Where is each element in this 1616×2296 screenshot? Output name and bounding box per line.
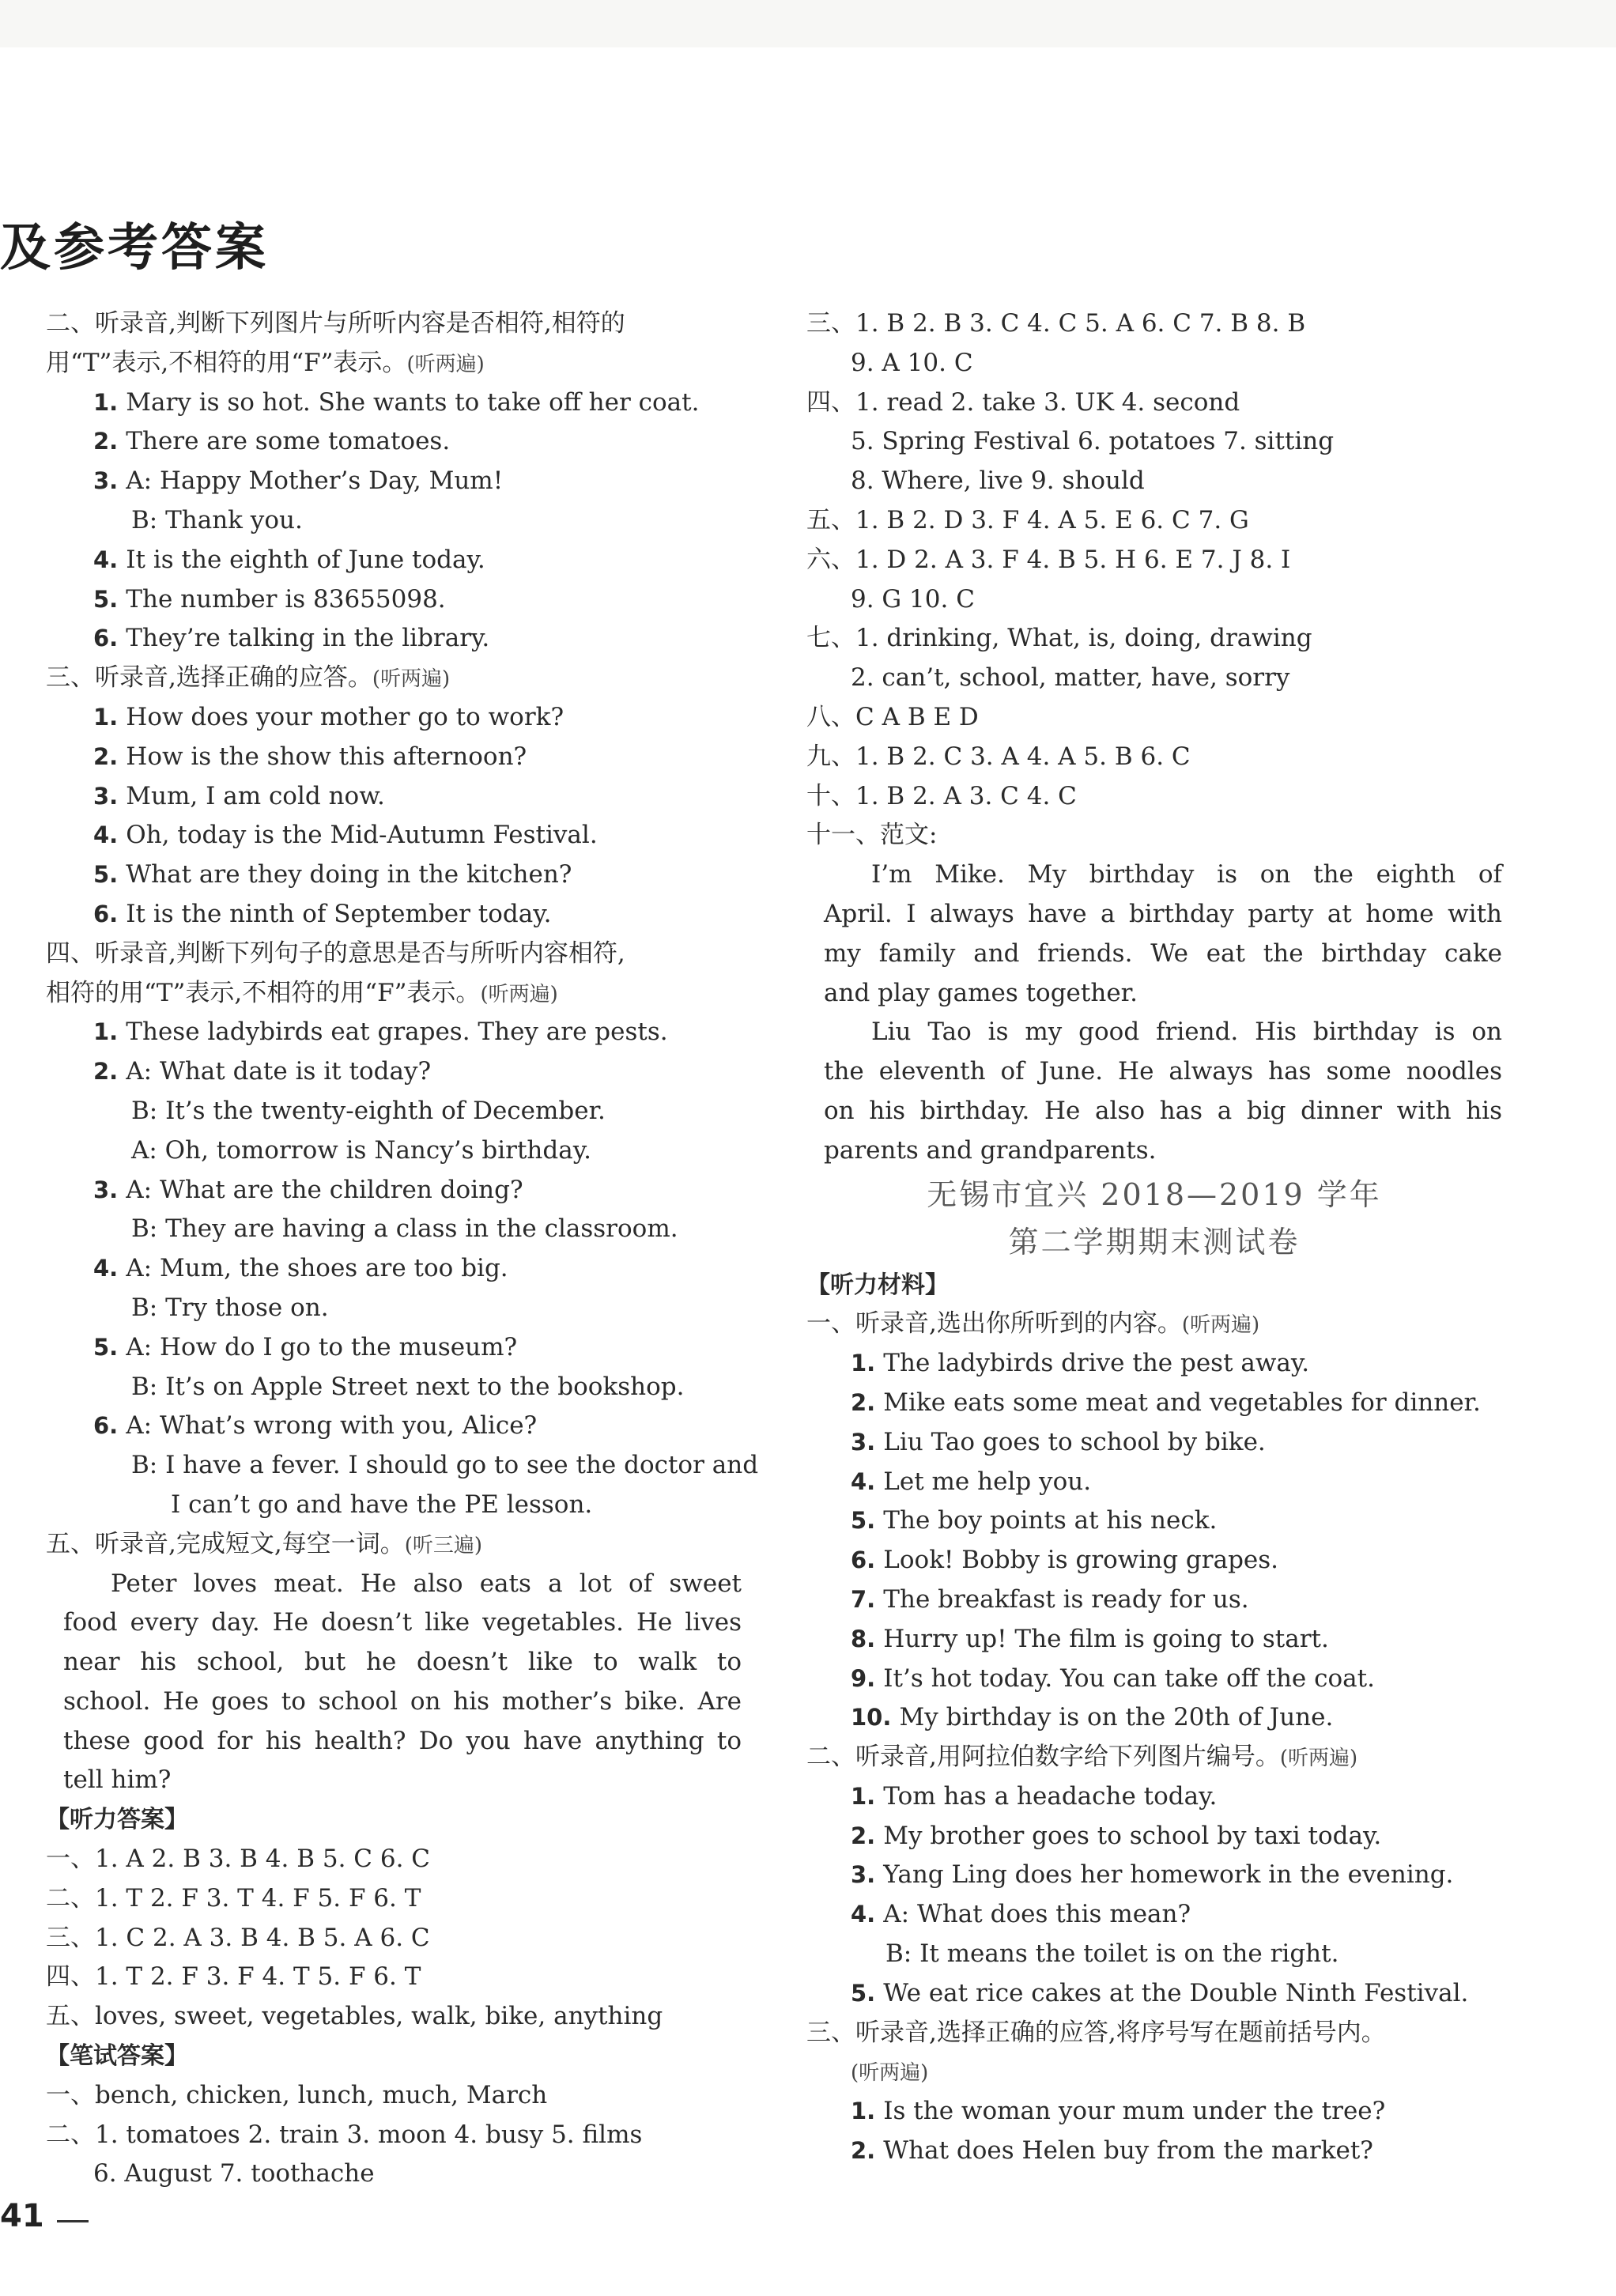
left-line-32 bbox=[46, 1565, 742, 1604]
line-text: B: Try those on. bbox=[131, 1293, 329, 1322]
item-number: 3. bbox=[851, 1428, 884, 1456]
line-text: A: What are the children doing? bbox=[126, 1175, 523, 1204]
left-line-17 bbox=[46, 974, 742, 1014]
right-line-24 bbox=[806, 1266, 1502, 1305]
listen-times-note: (听两遍) bbox=[851, 2061, 929, 2086]
line-text: 【听力材料】 bbox=[806, 1271, 949, 1299]
left-line-25 bbox=[46, 1289, 742, 1328]
listen-times-note: (听两遍) bbox=[406, 352, 485, 376]
right-line-29 bbox=[806, 1463, 1502, 1502]
line-text: tell him? bbox=[63, 1765, 172, 1795]
left-line-10 bbox=[46, 698, 742, 738]
line-text: my family and friends. We eat the birthday cake bbox=[824, 938, 1502, 968]
right-line-25 bbox=[806, 1305, 1502, 1344]
line-text: Is the woman your mum under the tree? bbox=[883, 2097, 1386, 2126]
left-line-36 bbox=[46, 1722, 742, 1762]
line-text: A: Mum, the shoes are too big. bbox=[126, 1254, 508, 1283]
line-text: 四、1. T 2. F 3. F 4. T 5. F 6. T bbox=[46, 1962, 421, 1992]
right-line-44 bbox=[806, 2052, 1502, 2092]
line-text: It’s hot today. You can take off the coat. bbox=[883, 1663, 1375, 1693]
line-text: the eleventh of June. He always has some noodles bbox=[824, 1057, 1502, 1086]
line-text: 一、1. A 2. B 3. B 4. B 5. C 6. C bbox=[46, 1845, 431, 1874]
left-line-24 bbox=[46, 1249, 742, 1289]
right-line-34 bbox=[806, 1660, 1502, 1699]
line-text: 五、听录音,完成短文,每空一词。 bbox=[46, 1529, 405, 1558]
left-line-37 bbox=[46, 1761, 742, 1800]
left-line-27 bbox=[46, 1368, 742, 1407]
line-text: We eat rice cakes at the Double Ninth Festival. bbox=[883, 1978, 1469, 2007]
right-line-22 bbox=[806, 1171, 1502, 1218]
right-line-20 bbox=[806, 1092, 1502, 1131]
line-text: 三、1. C 2. A 3. B 4. B 5. A 6. C bbox=[46, 1923, 430, 1952]
left-line-35 bbox=[46, 1682, 742, 1722]
line-text: 8. Where, live 9. should bbox=[851, 466, 1145, 496]
item-number: 5. bbox=[851, 1507, 884, 1535]
line-text: How is the show this afternoon? bbox=[126, 742, 527, 771]
line-text: 六、1. D 2. A 3. F 4. B 5. H 6. E 7. J 8. I bbox=[806, 545, 1291, 574]
line-text: 二、听录音,判断下列图片与所听内容是否相符,相符的 bbox=[46, 309, 625, 338]
left-line-18 bbox=[46, 1013, 742, 1052]
left-line-33 bbox=[46, 1603, 742, 1643]
line-text: B: I have a fever. I should go to see the doctor and bbox=[131, 1451, 759, 1480]
line-text: 【笔试答案】 bbox=[46, 2042, 188, 2071]
right-line-39 bbox=[806, 1856, 1502, 1895]
line-text: Oh, today is the Mid-Autumn Festival. bbox=[126, 821, 598, 850]
left-line-12 bbox=[46, 777, 742, 817]
line-text: 6. August 7. toothache bbox=[93, 2159, 375, 2188]
right-line-1 bbox=[806, 344, 1502, 383]
left-line-40 bbox=[46, 1879, 742, 1919]
item-number: 6. bbox=[851, 1546, 884, 1574]
item-number: 3. bbox=[851, 1861, 884, 1889]
line-text: 一、bench, chicken, lunch, much, March bbox=[46, 2080, 548, 2109]
line-text: 七、1. drinking, What, is, doing, drawing bbox=[806, 624, 1312, 653]
item-number: 5. bbox=[93, 861, 126, 889]
item-number: 5. bbox=[93, 585, 126, 613]
right-line-2 bbox=[806, 383, 1502, 423]
line-text: B: It’s the twenty-eighth of December. bbox=[131, 1096, 606, 1125]
right-line-3 bbox=[806, 422, 1502, 462]
line-text: 9. G 10. C bbox=[851, 584, 975, 614]
listen-times-note: (听三遍) bbox=[404, 1533, 483, 1558]
line-text: April. I always have a birthday party at home with bbox=[824, 899, 1502, 928]
left-line-2 bbox=[46, 383, 742, 423]
right-line-42 bbox=[806, 1974, 1502, 2014]
line-text: 九、1. B 2. C 3. A 4. A 5. B 6. C bbox=[806, 742, 1191, 771]
line-text: It is the eighth of June today. bbox=[126, 545, 485, 574]
line-text: 三、听录音,选择正确的应答,将序号写在题前括号内。 bbox=[806, 2018, 1386, 2047]
right-line-7 bbox=[806, 580, 1502, 620]
item-number: 2. bbox=[93, 742, 126, 770]
line-text: The boy points at his neck. bbox=[883, 1506, 1218, 1535]
line-text: 2. can’t, school, matter, have, sorry bbox=[851, 663, 1290, 693]
right-line-14 bbox=[806, 855, 1502, 895]
item-number: 6. bbox=[93, 900, 126, 927]
right-line-31 bbox=[806, 1541, 1502, 1580]
item-number: 1. bbox=[851, 2098, 884, 2125]
line-text: Yang Ling does her homework in the evening. bbox=[883, 1860, 1454, 1890]
line-text: 【听力答案】 bbox=[46, 1806, 188, 1834]
item-number: 1. bbox=[93, 703, 126, 731]
line-text: I can’t go and have the PE lesson. bbox=[171, 1490, 593, 1519]
right-line-40 bbox=[806, 1895, 1502, 1935]
line-text: B: They are having a class in the classroom. bbox=[131, 1214, 678, 1244]
left-line-44 bbox=[46, 2037, 742, 2076]
line-text: 二、听录音,用阿拉伯数字给下列图片编号。 bbox=[806, 1743, 1280, 1772]
right-line-18 bbox=[806, 1013, 1502, 1052]
left-line-38 bbox=[46, 1800, 742, 1840]
item-number: 3. bbox=[93, 467, 126, 495]
right-line-9 bbox=[806, 659, 1502, 698]
line-text: Peter loves meat. He also eats a lot of sweet bbox=[111, 1569, 742, 1598]
line-text: 十一、范文: bbox=[806, 821, 938, 850]
line-text: 5. Spring Festival 6. potatoes 7. sitting bbox=[851, 427, 1335, 456]
left-line-15 bbox=[46, 895, 742, 935]
line-text: Look! Bobby is growing grapes. bbox=[883, 1546, 1279, 1575]
left-line-8 bbox=[46, 619, 742, 659]
line-text: near his school, but he doesn’t like to walk to bbox=[63, 1648, 742, 1677]
left-line-6 bbox=[46, 541, 742, 580]
line-text: food every day. He doesn’t like vegetables. He lives bbox=[63, 1608, 742, 1637]
item-number: 2. bbox=[93, 1058, 126, 1086]
item-number: 2. bbox=[851, 1822, 884, 1849]
right-line-4 bbox=[806, 462, 1502, 501]
line-text: 9. A 10. C bbox=[851, 348, 973, 377]
left-line-39 bbox=[46, 1840, 742, 1879]
right-line-38 bbox=[806, 1817, 1502, 1856]
line-text: Mary is so hot. She wants to take off her coat. bbox=[126, 387, 700, 417]
right-line-32 bbox=[806, 1580, 1502, 1620]
right-line-35 bbox=[806, 1698, 1502, 1738]
left-line-26 bbox=[46, 1328, 742, 1368]
line-text: school. He goes to school on his mother’s bike. Are bbox=[63, 1686, 742, 1716]
left-line-28 bbox=[46, 1407, 742, 1446]
item-number: 4. bbox=[851, 1901, 884, 1928]
line-text: There are some tomatoes. bbox=[126, 427, 451, 456]
line-text: The ladybirds drive the pest away. bbox=[883, 1349, 1310, 1378]
top-margin-strip bbox=[0, 0, 1616, 47]
line-text: and play games together. bbox=[824, 978, 1138, 1007]
right-line-13 bbox=[806, 816, 1502, 855]
line-text: It is the ninth of September today. bbox=[126, 899, 552, 928]
line-text: 一、听录音,选出你所听到的内容。 bbox=[806, 1309, 1182, 1339]
left-line-23 bbox=[46, 1210, 742, 1249]
line-text: A: What’s wrong with you, Alice? bbox=[126, 1411, 538, 1441]
right-line-5 bbox=[806, 501, 1502, 541]
left-line-14 bbox=[46, 855, 742, 895]
left-line-43 bbox=[46, 1997, 742, 2037]
item-number: 2. bbox=[851, 2137, 884, 2165]
line-text: 无锡市宜兴 2018—2019 学年 bbox=[927, 1176, 1382, 1212]
right-line-30 bbox=[806, 1501, 1502, 1541]
right-line-0 bbox=[806, 304, 1502, 344]
item-number: 8. bbox=[851, 1625, 884, 1652]
line-text: A: What date is it today? bbox=[126, 1057, 432, 1086]
left-line-3 bbox=[46, 422, 742, 462]
line-text: B: It means the toilet is on the right. bbox=[885, 1939, 1339, 1969]
line-text: on his birthday. He also has a big dinner with his bbox=[824, 1096, 1502, 1125]
page-title: 及参考答案 bbox=[0, 218, 269, 278]
line-text: 用“T”表示,不相符的用“F”表示。 bbox=[46, 348, 407, 377]
line-text: 三、1. B 2. B 3. C 4. C 5. A 6. C 7. B 8. B bbox=[806, 309, 1306, 338]
line-text: 八、C A B E D bbox=[806, 702, 979, 731]
right-line-6 bbox=[806, 541, 1502, 580]
left-line-22 bbox=[46, 1171, 742, 1210]
line-text: My birthday is on the 20th of June. bbox=[899, 1703, 1334, 1732]
line-text: 第二学期期末测试卷 bbox=[1008, 1224, 1301, 1259]
listen-times-note: (听两遍) bbox=[1279, 1747, 1358, 1771]
left-line-30 bbox=[46, 1486, 742, 1525]
left-line-11 bbox=[46, 738, 742, 777]
left-line-34 bbox=[46, 1643, 742, 1682]
right-line-21 bbox=[806, 1131, 1502, 1171]
left-line-31 bbox=[46, 1525, 742, 1565]
item-number: 7. bbox=[851, 1585, 884, 1613]
left-line-13 bbox=[46, 816, 742, 855]
line-text: These ladybirds eat grapes. They are pests. bbox=[126, 1018, 668, 1047]
left-line-42 bbox=[46, 1958, 742, 1997]
page-number: 41 bbox=[0, 2198, 44, 2234]
line-text: A: How do I go to the museum? bbox=[126, 1332, 518, 1361]
right-line-8 bbox=[806, 619, 1502, 659]
item-number: 1. bbox=[93, 388, 126, 416]
left-line-16 bbox=[46, 935, 742, 974]
right-line-16 bbox=[806, 935, 1502, 974]
left-line-21 bbox=[46, 1131, 742, 1171]
right-line-19 bbox=[806, 1052, 1502, 1092]
item-number: 3. bbox=[93, 782, 126, 810]
right-line-46 bbox=[806, 2132, 1502, 2171]
right-line-41 bbox=[806, 1935, 1502, 1974]
item-number: 1. bbox=[851, 1350, 884, 1377]
line-text: I’m Mike. My birthday is on the eighth of bbox=[871, 860, 1502, 889]
right-line-26 bbox=[806, 1344, 1502, 1384]
item-number: 6. bbox=[93, 1412, 126, 1440]
line-text: Let me help you. bbox=[883, 1467, 1092, 1496]
left-column bbox=[46, 304, 759, 2194]
right-line-37 bbox=[806, 1777, 1502, 1817]
item-number: 6. bbox=[93, 625, 126, 652]
line-text: A: Happy Mother’s Day, Mum! bbox=[126, 466, 504, 496]
line-text: The number is 83655098. bbox=[126, 584, 446, 614]
item-number: 5. bbox=[93, 1333, 126, 1361]
right-line-23 bbox=[806, 1218, 1502, 1266]
line-text: 五、loves, sweet, vegetables, walk, bike, anything bbox=[46, 2002, 663, 2031]
line-text: A: What does this mean? bbox=[883, 1900, 1191, 1929]
right-line-28 bbox=[806, 1423, 1502, 1463]
item-number: 10. bbox=[851, 1704, 900, 1731]
item-number: 3. bbox=[93, 1176, 126, 1203]
item-number: 4. bbox=[851, 1467, 884, 1495]
line-text: B: Thank you. bbox=[131, 505, 303, 534]
right-line-15 bbox=[806, 895, 1502, 935]
item-number: 5. bbox=[851, 1979, 884, 2007]
left-line-20 bbox=[46, 1092, 742, 1131]
left-line-0 bbox=[46, 304, 742, 344]
line-text: They’re talking in the library. bbox=[126, 624, 490, 653]
line-text: Liu Tao goes to school by bike. bbox=[883, 1427, 1266, 1456]
right-line-17 bbox=[806, 974, 1502, 1014]
right-line-10 bbox=[806, 698, 1502, 738]
line-text: What are they doing in the kitchen? bbox=[126, 860, 572, 889]
left-line-29 bbox=[46, 1446, 759, 1486]
line-text: Mum, I am cold now. bbox=[126, 781, 385, 810]
listen-times-note: (听两遍) bbox=[480, 982, 558, 1006]
item-number: 4. bbox=[93, 546, 126, 573]
item-number: 1. bbox=[93, 1018, 126, 1046]
right-line-36 bbox=[806, 1738, 1502, 1777]
line-text: Liu Tao is my good friend. His birthday is on bbox=[871, 1018, 1502, 1047]
line-text: Tom has a headache today. bbox=[883, 1781, 1218, 1811]
right-line-45 bbox=[806, 2092, 1502, 2132]
line-text: My brother goes to school by taxi today. bbox=[883, 1821, 1382, 1850]
line-text: The breakfast is ready for us. bbox=[883, 1584, 1249, 1614]
left-line-47 bbox=[46, 2154, 742, 2194]
left-line-5 bbox=[46, 501, 742, 541]
listen-times-note: (听两遍) bbox=[372, 667, 451, 692]
line-text: 十、1. B 2. A 3. C 4. C bbox=[806, 781, 1077, 810]
line-text: 五、1. B 2. D 3. F 4. A 5. E 6. C 7. G bbox=[806, 505, 1249, 534]
line-text: these good for his health? Do you have anything to bbox=[63, 1726, 742, 1755]
item-number: 1. bbox=[851, 1782, 884, 1810]
right-line-27 bbox=[806, 1384, 1502, 1423]
line-text: B: It’s on Apple Street next to the bookshop. bbox=[131, 1372, 685, 1401]
line-text: 二、1. tomatoes 2. train 3. moon 4. busy 5. films bbox=[46, 2120, 643, 2149]
right-line-12 bbox=[806, 777, 1502, 817]
page-number-rule bbox=[57, 2220, 89, 2222]
item-number: 9. bbox=[851, 1664, 884, 1692]
item-number: 4. bbox=[93, 821, 126, 849]
left-line-4 bbox=[46, 462, 742, 501]
line-text: What does Helen buy from the market? bbox=[883, 2136, 1373, 2166]
line-text: A: Oh, tomorrow is Nancy’s birthday. bbox=[131, 1135, 591, 1165]
line-text: 四、1. read 2. take 3. UK 4. second bbox=[806, 387, 1240, 417]
right-column bbox=[806, 304, 1502, 2171]
right-line-33 bbox=[806, 1620, 1502, 1660]
right-line-43 bbox=[806, 2014, 1502, 2053]
left-line-46 bbox=[46, 2116, 742, 2155]
left-line-1 bbox=[46, 344, 742, 383]
left-line-45 bbox=[46, 2076, 742, 2116]
left-line-7 bbox=[46, 580, 742, 620]
line-text: 三、听录音,选择正确的应答。 bbox=[46, 663, 372, 693]
item-number: 4. bbox=[93, 1255, 126, 1282]
item-number: 2. bbox=[93, 428, 126, 455]
left-line-19 bbox=[46, 1052, 742, 1092]
line-text: parents and grandparents. bbox=[824, 1135, 1157, 1165]
line-text: 相符的用“T”表示,不相符的用“F”表示。 bbox=[46, 978, 481, 1007]
line-text: 四、听录音,判断下列句子的意思是否与所听内容相符, bbox=[46, 938, 625, 968]
left-line-41 bbox=[46, 1919, 742, 1958]
item-number: 2. bbox=[851, 1388, 884, 1416]
line-text: 二、1. T 2. F 3. T 4. F 5. F 6. T bbox=[46, 1883, 421, 1913]
left-line-9 bbox=[46, 659, 742, 698]
line-text: How does your mother go to work? bbox=[126, 702, 564, 731]
right-line-11 bbox=[806, 738, 1502, 777]
line-text: Mike eats some meat and vegetables for dinner. bbox=[883, 1388, 1481, 1417]
line-text: Hurry up! The film is going to start. bbox=[883, 1624, 1329, 1653]
listen-times-note: (听两遍) bbox=[1181, 1313, 1260, 1338]
